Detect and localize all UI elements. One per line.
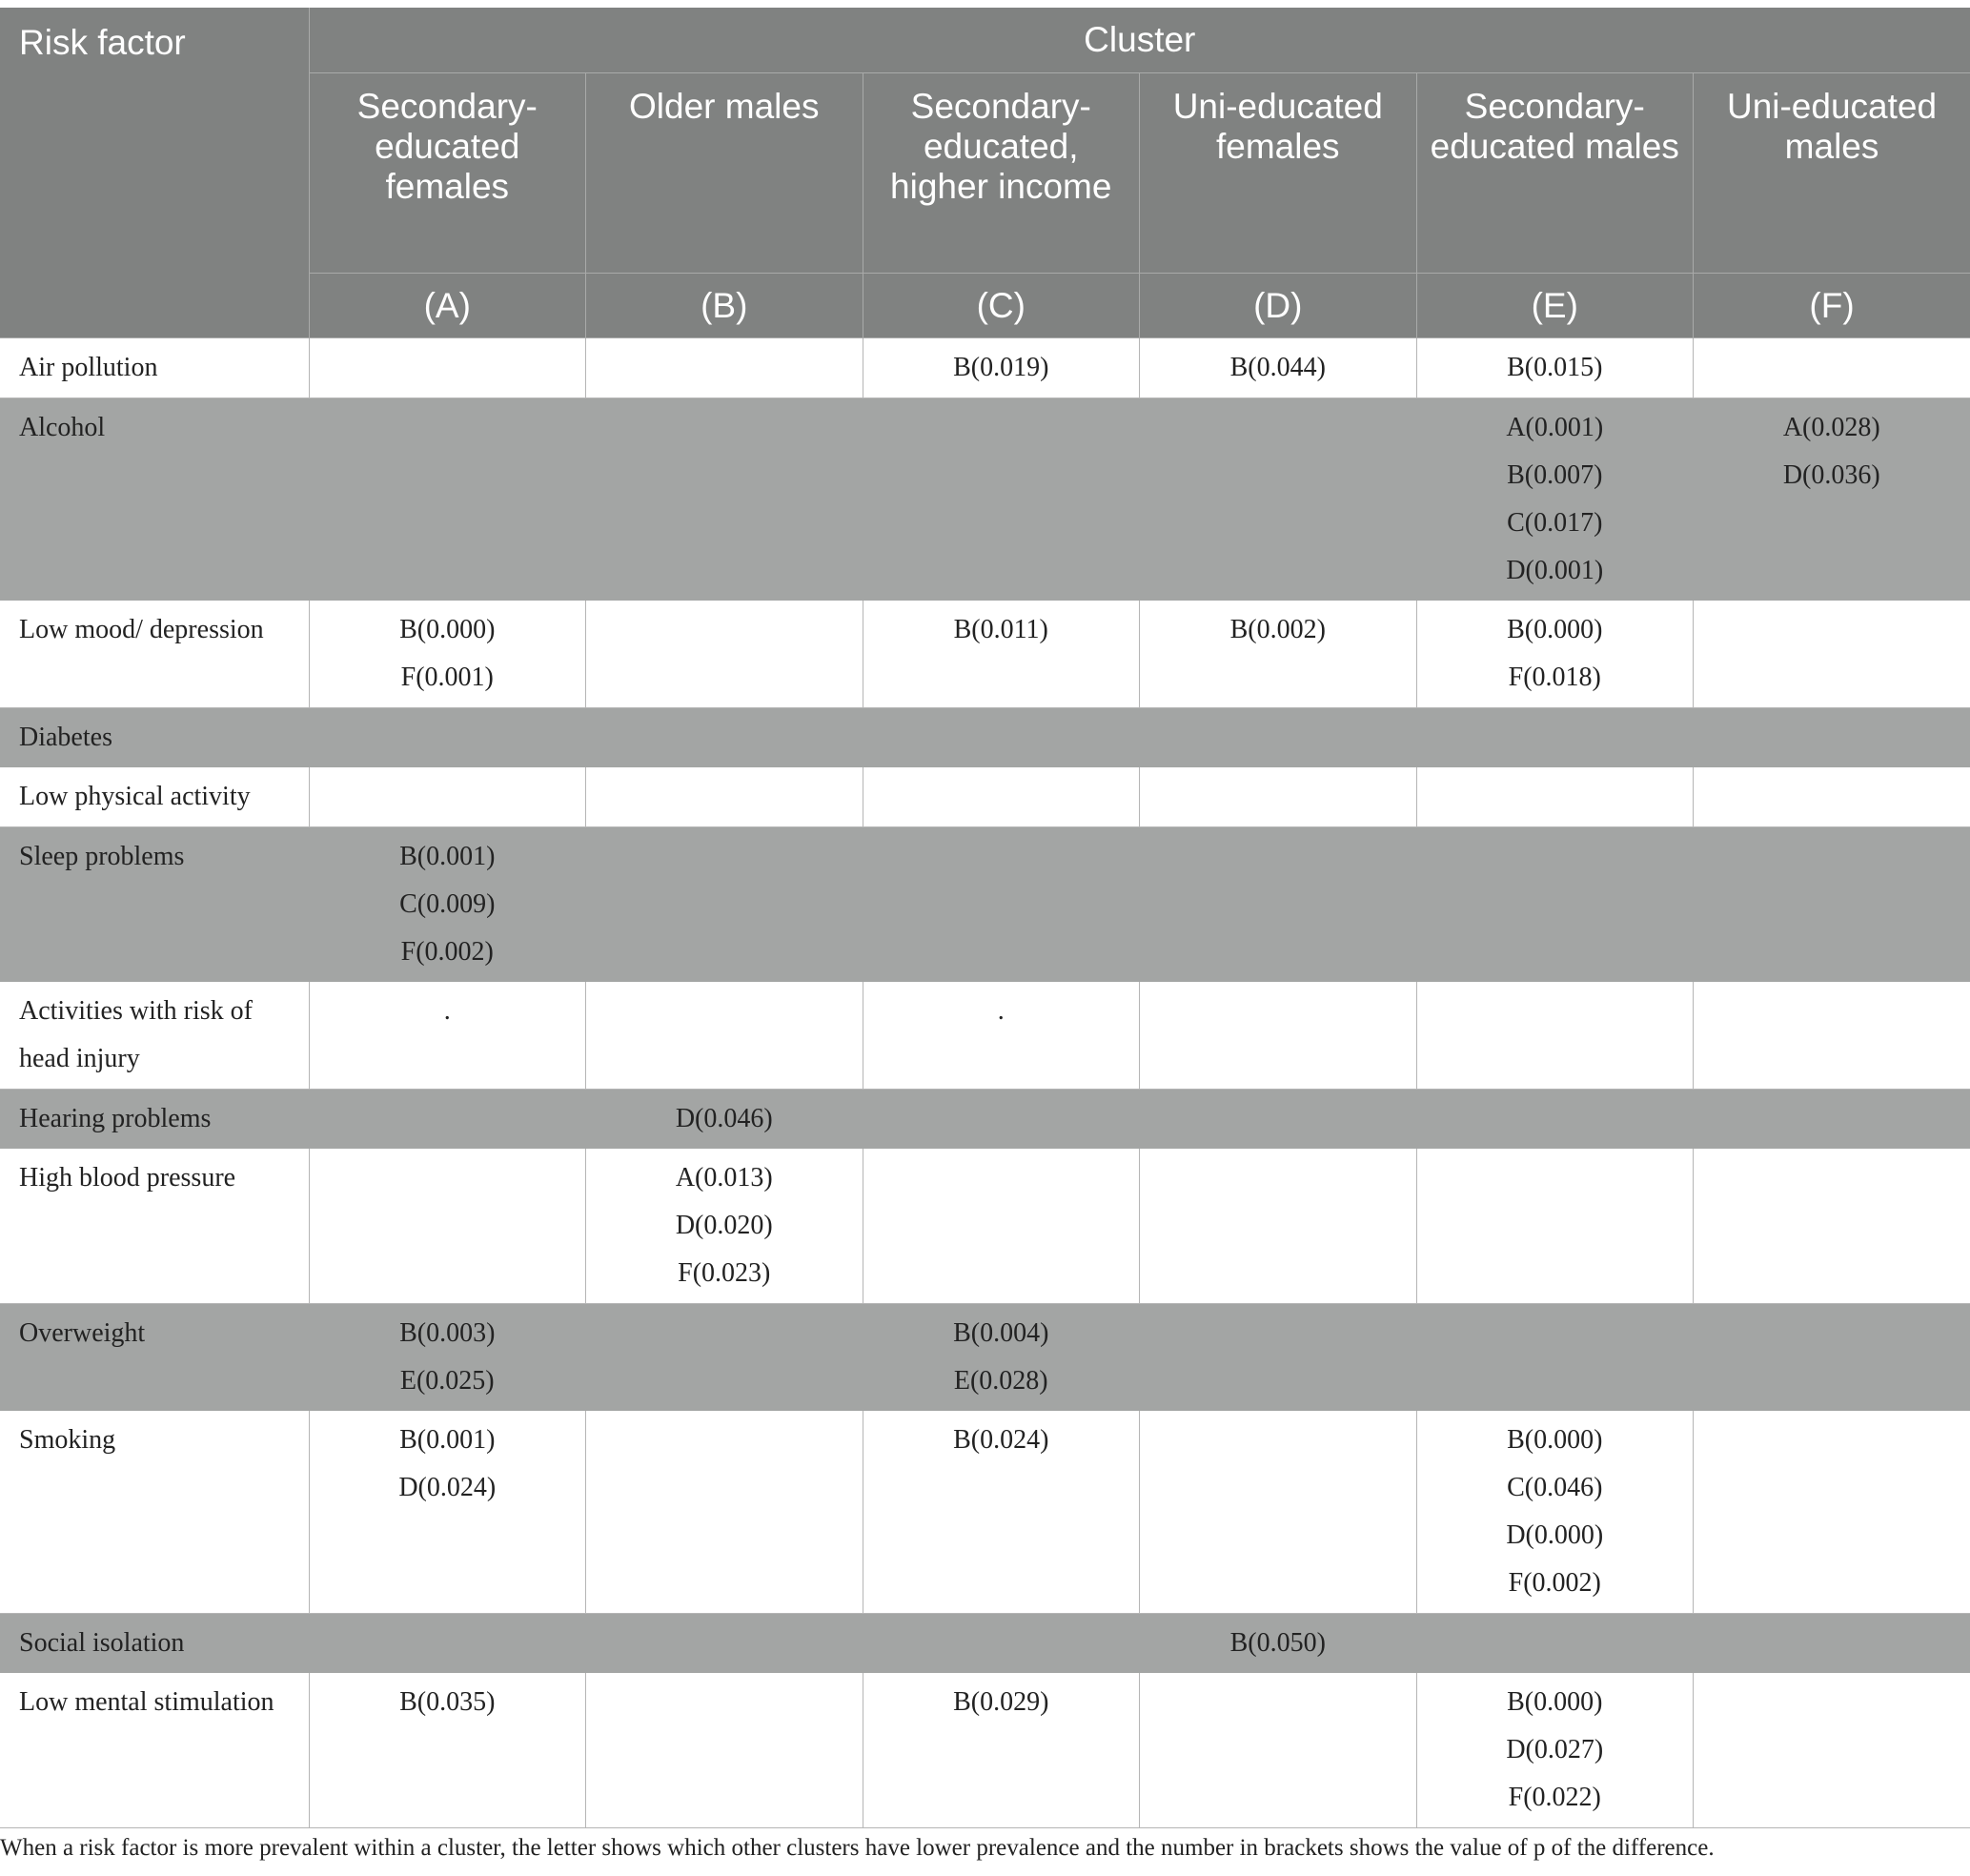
table-cell <box>309 601 586 708</box>
table-cell <box>309 708 586 768</box>
cell-value: B(0.011) <box>953 615 1048 644</box>
cell-value: C(0.046) <box>1507 1473 1603 1502</box>
cell-value: F(0.002) <box>1508 1568 1601 1598</box>
table-cell <box>309 1614 586 1674</box>
table-row <box>0 982 1970 1090</box>
cell-value: E(0.025) <box>399 1366 495 1396</box>
table-cell <box>863 827 1140 983</box>
table-cell <box>1694 398 1970 602</box>
risk-factor-label: Hearing problems <box>0 1090 309 1150</box>
table-cell <box>1140 1090 1417 1150</box>
cell-value: B(0.015) <box>1507 353 1603 382</box>
table-cell <box>1694 1090 1970 1150</box>
risk-factor-label: Social isolation <box>0 1614 309 1674</box>
cell-value: B(0.004) <box>953 1318 1049 1348</box>
table-cell <box>309 1090 586 1150</box>
table-cell <box>1140 982 1417 1090</box>
column-name-d: Uni-educated females <box>1140 73 1417 274</box>
table-cell <box>1140 1411 1417 1614</box>
cell-value: B(0.003) <box>399 1318 496 1348</box>
cell-value: D(0.046) <box>675 1104 773 1133</box>
cell-value: F(0.018) <box>1508 663 1601 692</box>
cell-value: B(0.001) <box>399 1425 496 1455</box>
table-cell <box>1416 1090 1694 1150</box>
table-cell <box>1140 1673 1417 1828</box>
table-cell <box>586 1304 863 1412</box>
table-body <box>0 338 1970 1828</box>
cell-value: B(0.000) <box>1507 615 1603 644</box>
cell-value: B(0.000) <box>399 615 496 644</box>
table-cell <box>309 827 586 983</box>
table-cell <box>863 601 1140 708</box>
risk-factor-label: Low physical activity <box>0 767 309 827</box>
table-cell <box>1140 1614 1417 1674</box>
column-letter-f: (F) <box>1694 274 1970 338</box>
table-cell <box>586 338 863 398</box>
table-cell <box>863 1090 1140 1150</box>
cell-value: . <box>443 996 451 1026</box>
table-cell <box>1416 827 1694 983</box>
cell-value: B(0.007) <box>1507 460 1603 490</box>
table-cell <box>863 1304 1140 1412</box>
cell-value: B(0.001) <box>399 842 496 871</box>
table-cell <box>1140 338 1417 398</box>
table-cell <box>586 398 863 602</box>
table-cell <box>309 398 586 602</box>
table-cell <box>1416 398 1694 602</box>
table-cell <box>586 1673 863 1828</box>
table-cell <box>309 767 586 827</box>
table-row <box>0 1304 1970 1412</box>
cell-value: B(0.002) <box>1229 615 1326 644</box>
column-name-b: Older males <box>586 73 863 274</box>
table-cell <box>1416 601 1694 708</box>
table-cell <box>1694 1149 1970 1304</box>
column-name-e: Secondary-educated males <box>1416 73 1694 274</box>
risk-factor-label: Low mood/ depression <box>0 601 309 708</box>
column-letter-d: (D) <box>1140 274 1417 338</box>
table-row <box>0 708 1970 768</box>
table-cell <box>1140 1149 1417 1304</box>
cell-value: D(0.001) <box>1506 556 1604 585</box>
table-cell <box>1140 708 1417 768</box>
cell-value: B(0.024) <box>953 1425 1049 1455</box>
table-footnote: When a risk factor is more prevalent within a cluster, the letter shows which other clusters have lower prevalence and the number in brackets shows the value of p of the difference. <box>0 1835 1715 1861</box>
table-cell <box>1140 601 1417 708</box>
table-row <box>0 767 1970 827</box>
table-row <box>0 1411 1970 1614</box>
table-cell <box>309 982 586 1090</box>
risk-factor-header: Risk factor <box>0 8 309 338</box>
table-row <box>0 1614 1970 1674</box>
table-cell <box>586 767 863 827</box>
column-letter-b: (B) <box>586 274 863 338</box>
table-cell <box>1694 1411 1970 1614</box>
cell-value: F(0.001) <box>400 663 494 692</box>
table-cell <box>1140 767 1417 827</box>
table-cell <box>1140 398 1417 602</box>
table-cell <box>1694 338 1970 398</box>
table-container <box>0 8 1970 1828</box>
cell-value: . <box>997 996 1005 1026</box>
table-cell <box>1416 1614 1694 1674</box>
table-cell <box>1694 1673 1970 1828</box>
table-cell <box>586 827 863 983</box>
cell-value: D(0.036) <box>1782 460 1880 490</box>
cell-value: C(0.017) <box>1507 508 1603 538</box>
risk-factor-label: Overweight <box>0 1304 309 1412</box>
table-cell <box>309 1673 586 1828</box>
cell-value: A(0.013) <box>675 1163 773 1193</box>
table-cell <box>1694 767 1970 827</box>
table-cell <box>1694 1614 1970 1674</box>
table-row <box>0 1090 1970 1150</box>
table-cell <box>309 1304 586 1412</box>
cell-value: D(0.020) <box>675 1211 773 1240</box>
cell-value: D(0.024) <box>398 1473 497 1502</box>
cell-value: B(0.044) <box>1229 353 1326 382</box>
table-cell <box>586 708 863 768</box>
column-letter-c: (C) <box>863 274 1140 338</box>
table-cell <box>586 1149 863 1304</box>
table-cell <box>863 1614 1140 1674</box>
table-cell <box>1416 338 1694 398</box>
table-cell <box>586 1614 863 1674</box>
cell-value: C(0.009) <box>399 889 496 919</box>
table-cell <box>1416 1149 1694 1304</box>
table-cell <box>1416 767 1694 827</box>
table-cell <box>586 601 863 708</box>
table-cell <box>1694 982 1970 1090</box>
table-cell <box>863 338 1140 398</box>
risk-factor-label: Activities with risk of head injury <box>0 982 309 1090</box>
table-row <box>0 398 1970 602</box>
cell-value: D(0.000) <box>1506 1520 1604 1550</box>
risk-factor-label: Alcohol <box>0 398 309 602</box>
table-cell <box>1416 1673 1694 1828</box>
risk-factor-table <box>0 8 1970 1828</box>
cell-value: F(0.023) <box>678 1258 771 1288</box>
table-cell <box>863 1149 1140 1304</box>
table-cell <box>309 1149 586 1304</box>
cell-value: D(0.027) <box>1506 1735 1604 1764</box>
risk-factor-label: Diabetes <box>0 708 309 768</box>
cell-value: A(0.028) <box>1782 413 1880 442</box>
risk-factor-label: High blood pressure <box>0 1149 309 1304</box>
column-name-a: Secondary-educated females <box>309 73 586 274</box>
table-cell <box>863 708 1140 768</box>
cell-value: F(0.002) <box>400 937 494 967</box>
table-cell <box>863 1673 1140 1828</box>
table-cell <box>863 767 1140 827</box>
column-name-f: Uni-educated males <box>1694 73 1970 274</box>
column-name-c: Secondary-educated, higher income <box>863 73 1140 274</box>
cell-value: B(0.000) <box>1507 1425 1603 1455</box>
table-cell <box>309 1411 586 1614</box>
table-cell <box>1416 1411 1694 1614</box>
cluster-header: Cluster <box>309 8 1970 73</box>
table-cell <box>1140 827 1417 983</box>
table-cell <box>586 982 863 1090</box>
table-cell <box>586 1090 863 1150</box>
table-row <box>0 1673 1970 1828</box>
cell-value: B(0.000) <box>1507 1687 1603 1717</box>
table-cell <box>1694 708 1970 768</box>
column-letter-a: (A) <box>309 274 586 338</box>
cell-value: E(0.028) <box>953 1366 1048 1396</box>
table-cell <box>863 1411 1140 1614</box>
risk-factor-label: Smoking <box>0 1411 309 1614</box>
cell-value: A(0.001) <box>1506 413 1604 442</box>
cell-value: B(0.029) <box>953 1687 1049 1717</box>
table-cell <box>1694 827 1970 983</box>
table-cell <box>1694 601 1970 708</box>
table-cell <box>1416 708 1694 768</box>
risk-factor-label: Air pollution <box>0 338 309 398</box>
risk-factor-label: Sleep problems <box>0 827 309 983</box>
table-cell <box>309 338 586 398</box>
cell-value: B(0.050) <box>1229 1628 1326 1658</box>
table-row <box>0 338 1970 398</box>
table-cell <box>1416 982 1694 1090</box>
table-cell <box>863 398 1140 602</box>
table-cell <box>1416 1304 1694 1412</box>
table-row <box>0 827 1970 983</box>
cell-value: F(0.022) <box>1508 1783 1601 1812</box>
risk-factor-label: Low mental stimulation <box>0 1673 309 1828</box>
table-cell <box>1694 1304 1970 1412</box>
table-row <box>0 1149 1970 1304</box>
column-letter-e: (E) <box>1416 274 1694 338</box>
cell-value: B(0.019) <box>953 353 1049 382</box>
table-cell <box>1140 1304 1417 1412</box>
cell-value: B(0.035) <box>399 1687 496 1717</box>
table-row <box>0 601 1970 708</box>
table-cell <box>586 1411 863 1614</box>
table-cell <box>863 982 1140 1090</box>
